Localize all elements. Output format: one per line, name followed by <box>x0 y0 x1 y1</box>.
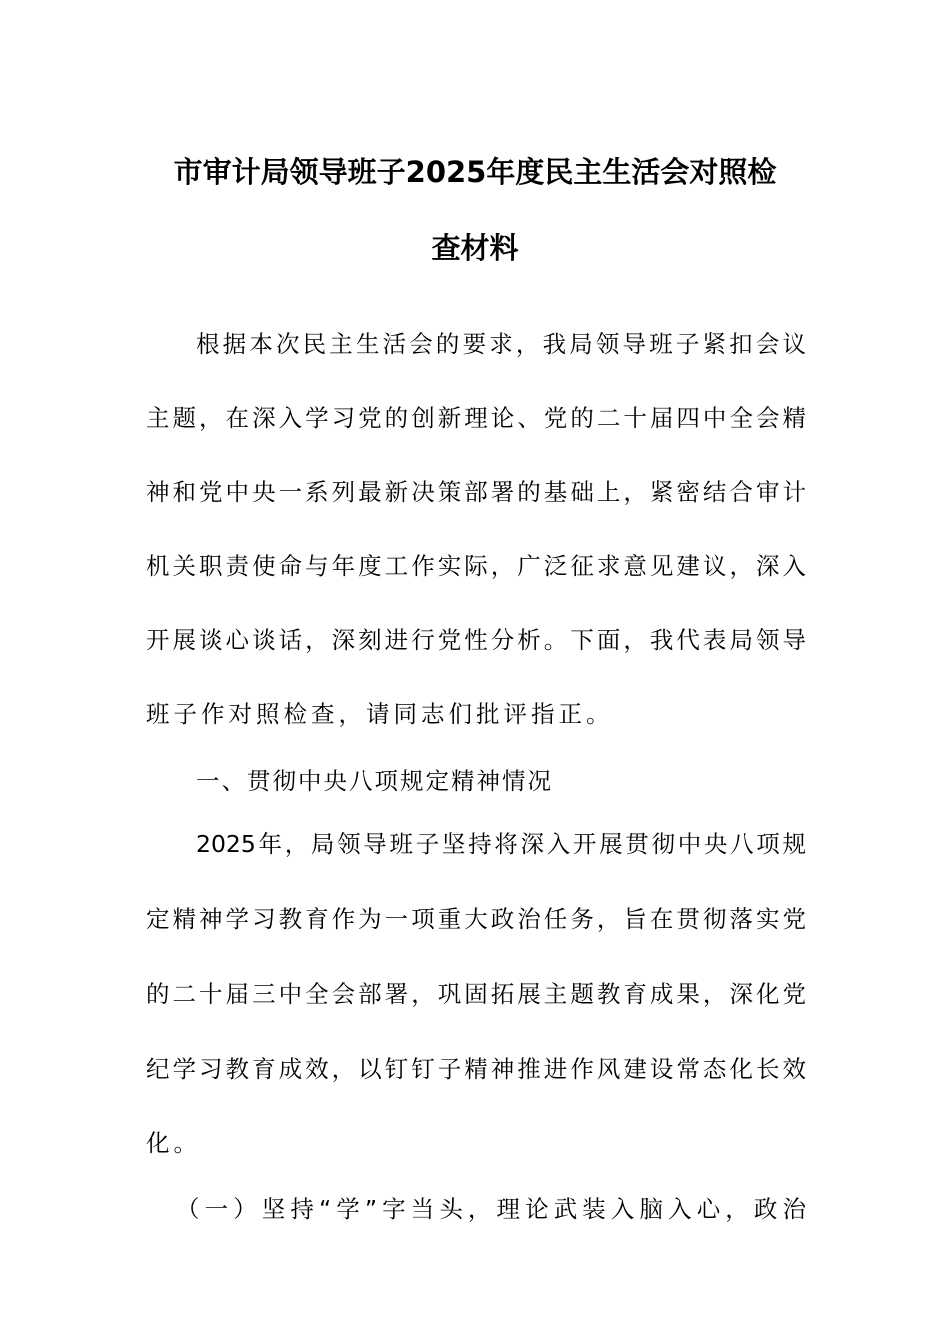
paragraph-line: 机关职责使命与年度工作实际，广泛征求意见建议，深入 <box>146 552 806 580</box>
paragraph-line: 主题，在深入学习党的创新理论、党的二十届四中全会精 <box>146 404 806 432</box>
document-title-line-2: 查材料 <box>431 231 519 265</box>
paragraph-line: 化。 <box>146 1129 201 1157</box>
paragraph-line: 根据本次民主生活会的要求，我局领导班子紧扣会议 <box>196 330 806 358</box>
document-title-line-1: 市审计局领导班子2025年度民主生活会对照检 <box>173 155 777 189</box>
section-heading: 一、贯彻中央八项规定精神情况 <box>196 767 553 795</box>
paragraph-line: 班子作对照检查，请同志们批评指正。 <box>146 700 614 728</box>
subsection-heading: （一）坚持“学”字当头，理论武装入脑入心，政治 <box>176 1195 806 1223</box>
paragraph-line: 定精神学习教育作为一项重大政治任务，旨在贯彻落实党 <box>146 905 806 933</box>
paragraph-line: 开展谈心谈话，深刻进行党性分析。下面，我代表局领导 <box>146 626 806 654</box>
paragraph-line: 2025年，局领导班子坚持将深入开展贯彻中央八项规 <box>196 830 806 858</box>
paragraph-line: 神和党中央一系列最新决策部署的基础上，紧密结合审计 <box>146 478 806 506</box>
paragraph-line: 纪学习教育成效，以钉钉子精神推进作风建设常态化长效 <box>146 1055 806 1083</box>
paragraph-line: 的二十届三中全会部署，巩固拓展主题教育成果，深化党 <box>146 980 806 1008</box>
